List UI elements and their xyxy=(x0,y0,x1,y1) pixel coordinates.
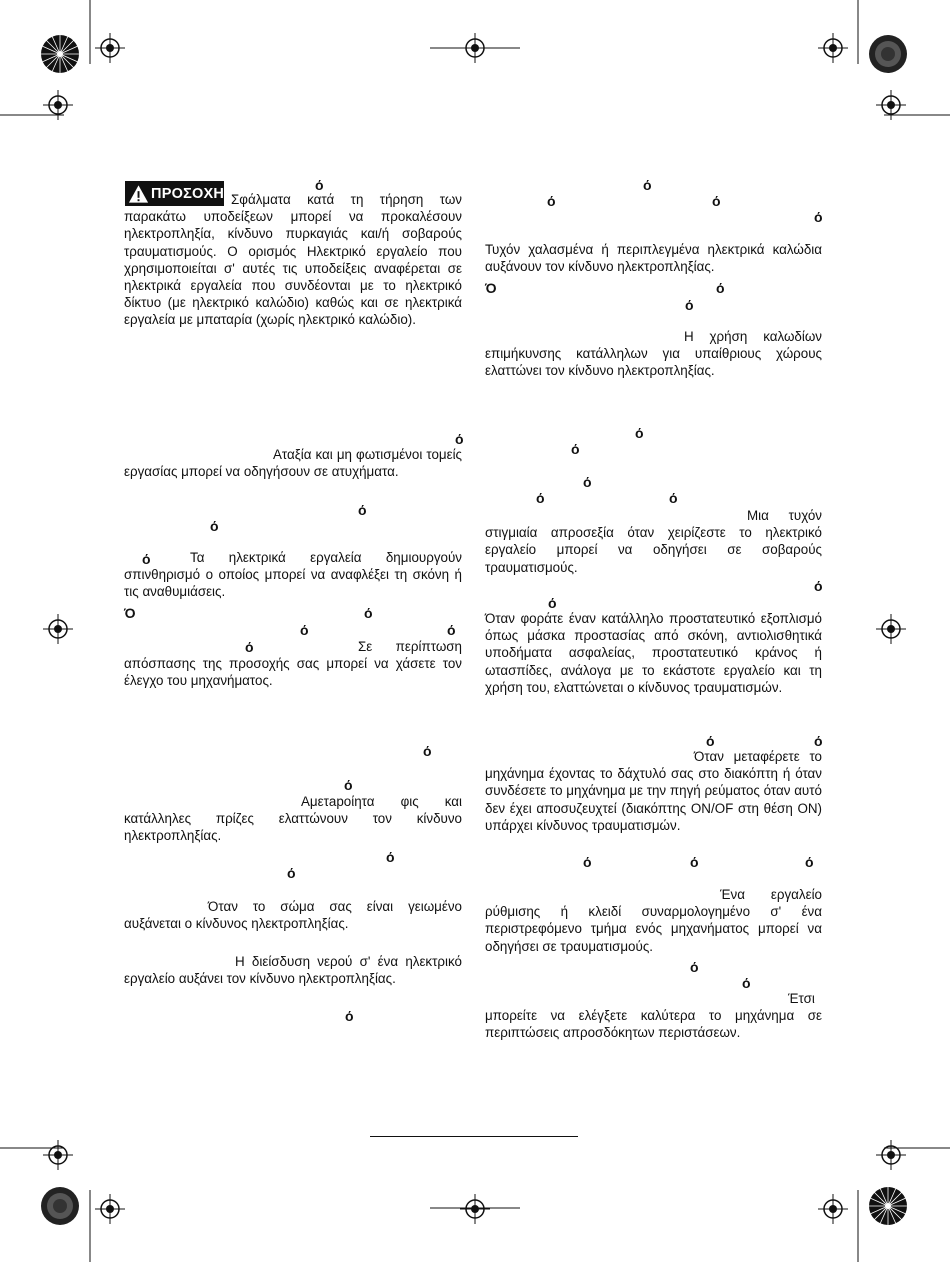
glyph-o: ό xyxy=(358,502,367,518)
water-paragraph: Η διείσδυση νερού σ' ένα ηλεκτρικό εργαλείο αυξάνει τον κίνδυνο ηλεκτροπληξίας. xyxy=(124,954,462,987)
glyph-o: ό xyxy=(814,209,823,225)
switch-paragraph: Όταν μεταφέρετε το μηχάνημα έχοντας το δάχτυλό σας στο διακόπτη ή όταν συνδέσετε το μηχάνημα με την πηγή ρεύματος όταν αυτό δεν έχει αποσυζευχτεί (διακόπτης ON/OF στη θέση ON) υπάρχει κίνδυνος τραυματισμών. xyxy=(485,749,822,833)
glyph-o: ό xyxy=(712,193,721,209)
registration-target-icon xyxy=(460,33,490,63)
spark-paragraph: Τα ηλεκτρικά εργαλεία δημιουργούν σπινθηρισμό ο οποίος μπορεί να αναφλέξει τη σκόνη ή τις αναθυμιάσεις. xyxy=(124,550,462,600)
glyph-o: ό xyxy=(300,622,309,638)
starburst-mark-icon xyxy=(40,34,80,74)
glyph-o: ό xyxy=(423,743,432,759)
glyph-O: Ό xyxy=(485,280,497,296)
registration-target-icon xyxy=(95,1194,125,1224)
glyph-o: ό xyxy=(455,431,464,447)
glyph-o: ό xyxy=(669,490,678,506)
glyph-o: ό xyxy=(364,605,373,621)
glyph-o: ό xyxy=(706,733,715,749)
glyph-o: ό xyxy=(536,490,545,506)
glyph-o: ό xyxy=(571,441,580,457)
glyph-o: ό xyxy=(142,551,151,567)
glyph-o: ό xyxy=(287,865,296,881)
registration-target-icon xyxy=(818,33,848,63)
registration-target-icon xyxy=(43,1140,73,1170)
registration-target-icon xyxy=(43,614,73,644)
glyph-o: ό xyxy=(805,854,814,870)
glyph-o: ό xyxy=(548,595,557,611)
glyph-O: Ό xyxy=(124,605,136,621)
registration-target-icon xyxy=(876,614,906,644)
inattention-paragraph: Μια τυχόν στιγμιαία απροσεξία όταν χειρίζεστε το ηλεκτρικό εργαλείο μπορεί να οδηγήσει σε σοβαρούς τραυματισμούς. xyxy=(485,508,822,575)
glyph-o: ό xyxy=(315,177,324,193)
glyph-o: ό xyxy=(814,733,823,749)
glyph-o: ό xyxy=(344,777,353,793)
key-paragraph: Ένα εργαλείο ρύθμισης ή κλειδί συναρμολογημένο σ' ένα περιστρεφόμενο τμήμα ενός μηχανήματος μπορεί να οδηγήσει σε τραυματισμούς. xyxy=(485,887,822,954)
glyph-o: ό xyxy=(583,474,592,490)
glyph-o: ό xyxy=(447,622,456,638)
glyph-o: ό xyxy=(742,975,751,991)
glyph-o: ό xyxy=(345,1008,354,1024)
protective-paragraph: Όταν φοράτε έναν κατάλληλο προστατευτικό εξοπλισμό όπως μάσκα προστασίας από σκόνη, αντιολισθητικά υποδήματα ασφαλείας, προστατευτικό κράνος ή ωτασπίδες, ανάλογα με το εκάστοτε εργαλείο και τη χρήση του, ελαττώνεται ο κίνδυνος τραυματισμών. xyxy=(485,611,822,695)
intro-paragraph: Σφάλματα κατά τη τήρηση των παρακάτω υποδείξεων μπορεί να προκαλέσουν ηλεκτροπληξία, κίνδυνο πυρκαγιάς και/ή σοβαρούς τραυματισμούς. Ο ορισμός Ηλεκτρικό εργαλείο που χρησιμοποιείται σ' αυτές τις υποδείξεις αναφέρεται σε ηλεκτρικά εργαλεία που συνδέονται με το ηλεκτρικό δίκτυο (με ηλεκτρικό καλώδιο) καθώς και σε ηλεκτρικά εργαλεία με μπαταρία (χωρίς ηλεκτρικό καλώδιο). xyxy=(124,192,462,328)
distraction-paragraph: Σε περίπτωση απόσπασης της προσοχής σας μπορεί να χάσετε τον έλεγχο του μηχανήματος. xyxy=(124,639,462,689)
grounded-paragraph: Όταν το σώμα σας είναι γειωμένο αυξάνεται ο κίνδυνος ηλεκτροπληξίας. xyxy=(124,899,462,932)
glyph-o: ό xyxy=(386,849,395,865)
registration-target-icon xyxy=(95,33,125,63)
density-wheel-icon xyxy=(40,1186,80,1226)
glyph-o: ό xyxy=(583,854,592,870)
glyph-o: ό xyxy=(245,639,254,655)
glyph-o: ό xyxy=(690,959,699,975)
glyph-o: ό xyxy=(690,854,699,870)
registration-target-icon xyxy=(876,1140,906,1170)
density-wheel-icon xyxy=(868,34,908,74)
lighting-paragraph: Αταξία και μη φωτισμένοι τομείς εργασίας μπορεί να οδηγήσουν σε ατυχήματα. xyxy=(124,447,462,480)
plugs-paragraph: Αμετapoίητα φις και κατάλληλες πρίζες ελαττώνουν τον κίνδυνο ηλεκτροπληξίας. xyxy=(124,794,462,844)
registration-target-icon xyxy=(460,1194,490,1224)
control-paragraph: Έτσι μπορείτε να ελέγξετε καλύτερα το μηχάνημα σε περιπτώσεις απροσδόκητων περιστάσεων. xyxy=(485,991,822,1041)
starburst-mark-icon xyxy=(868,1186,908,1226)
glyph-o: ό xyxy=(547,193,556,209)
glyph-o: ό xyxy=(685,297,694,313)
footer-rule xyxy=(370,1136,578,1137)
registration-target-icon xyxy=(818,1194,848,1224)
warning-label: ΠΡΟΣΟΧΗ xyxy=(151,185,224,202)
cables-paragraph: Τυχόν χαλασμένα ή περιπλεγμένα ηλεκτρικά καλώδια αυξάνουν τον κίνδυνο ηλεκτροπληξίας. xyxy=(485,242,822,275)
glyph-o: ό xyxy=(716,280,725,296)
glyph-o: ό xyxy=(814,578,823,594)
registration-target-icon xyxy=(876,90,906,120)
glyph-o: ό xyxy=(643,177,652,193)
extension-paragraph: Η χρήση καλωδίων επιμήκυνσης κατάλληλων για υπαίθριους χώρους ελαττώνει τον κίνδυνο ηλεκτροπληξίας. xyxy=(485,329,822,379)
glyph-o: ό xyxy=(635,425,644,441)
registration-target-icon xyxy=(43,90,73,120)
glyph-o: ό xyxy=(210,518,219,534)
